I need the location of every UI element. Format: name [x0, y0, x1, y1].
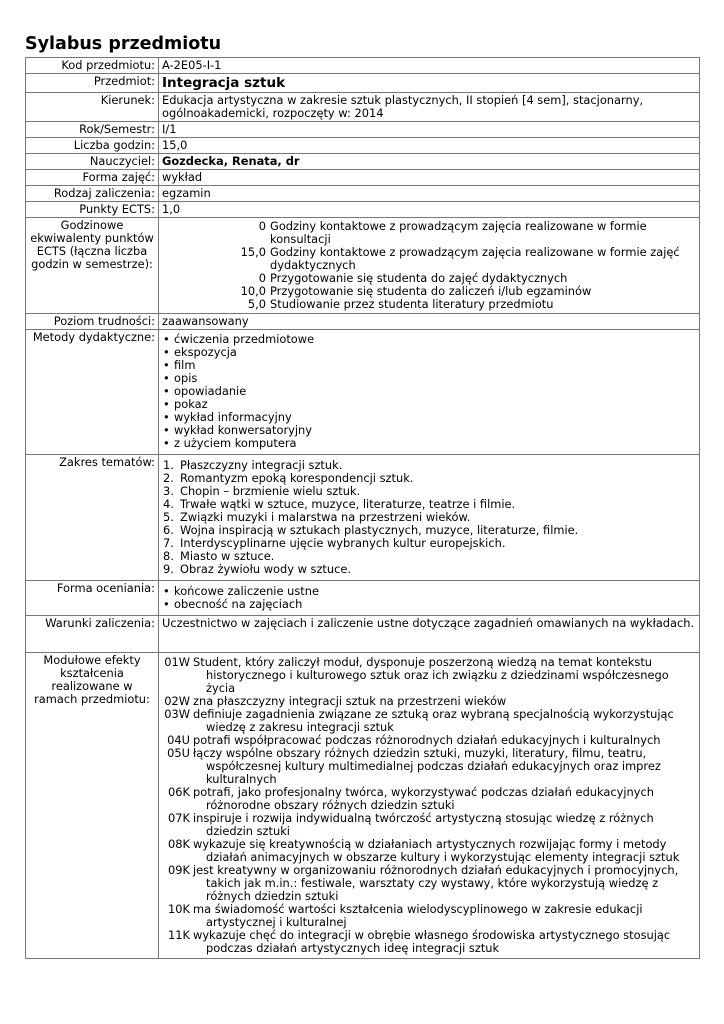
ects-hour-num: 0 — [258, 219, 266, 233]
effect-text: potrafi, jako profesjonalny twórca, wykorzystywać podczas działań edukacyjnych różnorodne obszary różnych dziedzin sztuki — [193, 785, 655, 812]
ects-hour-text: Studiowanie przez studenta literatury przedmiotu — [270, 297, 554, 311]
label-rodzaj: Rodzaj zaliczenia: — [26, 186, 159, 202]
item-number: 3. — [163, 484, 174, 498]
item-text: Miasto w sztuce. — [180, 549, 275, 563]
value-kierunek: Edukacja artystyczna w zakresie sztuk plastycznych, II stopień [4 sem], stacjonarny, ogólnoakademicki, rozpoczęty w: 2014 — [159, 93, 700, 122]
value-warunki: Uczestnictwo w zajęciach i zaliczenie ustne dotyczące zagadnień omawianych na wykładach. — [159, 616, 700, 653]
effect-code: 01W — [164, 655, 190, 669]
item-number: 8. — [163, 549, 174, 563]
effect-text: wykazuje się kreatywnością w działaniach artystycznych rozwijając formy i metody działań animacyjnych w obszarze kultury i wykorzystując elementy integracji sztuk — [193, 837, 680, 864]
effect-code: 11K — [168, 928, 190, 942]
effect-text: potrafi współpracować podczas różnorodnych działań edukacyjnych i kulturalnych — [193, 733, 661, 747]
ects-hour-num: 5,0 — [247, 297, 266, 311]
effect-item — [162, 929, 696, 955]
effect-item — [162, 903, 696, 929]
item-number: 5. — [163, 510, 174, 524]
effect-code: 05U — [167, 746, 190, 760]
metody-list — [162, 333, 696, 450]
value-kod: A-2E05-I-1 — [159, 58, 700, 74]
page-title: Sylabus przedmiotu — [25, 34, 222, 54]
item-text: Trwałe wątki w sztuce, muzyce, literaturze, teatrze i filmie. — [180, 497, 516, 511]
label-oceniania: Forma oceniania: — [26, 581, 159, 616]
item-text: Związki muzyki i malarstwa na przestrzeni wieków. — [180, 510, 471, 524]
list-item: • wykład konwersatoryjny — [162, 424, 696, 437]
oceniania-cell — [159, 581, 700, 616]
effect-text: wykazuje chęć do integracji w obrębie własnego środowiska artystycznego stosując podczas działań artystycznych ideę integracji sztuk — [193, 928, 671, 955]
label-warunki: Warunki zaliczenia: — [26, 616, 159, 653]
label-metody: Metody dydaktyczne: — [26, 330, 159, 455]
ects-hour-text: Przygotowanie się studenta do zaliczeń i/lub egzaminów — [270, 284, 592, 298]
item-text: Interdyscyplinarne ujęcie wybranych kultur europejskich. — [180, 536, 506, 550]
effect-code: 08K — [168, 837, 190, 851]
effect-code: 04U — [167, 733, 190, 747]
label-nauczyciel: Nauczyciel: — [26, 154, 159, 170]
row-metody — [26, 330, 700, 455]
value-rodzaj: egzamin — [159, 186, 700, 202]
item-number: 4. — [163, 497, 174, 511]
label-kod: Kod przedmiotu: — [26, 58, 159, 74]
effect-item — [162, 708, 696, 734]
ects-hour-text: Przygotowanie się studenta do zajęć dydaktycznych — [270, 271, 568, 285]
ects-hour-item — [162, 220, 696, 246]
item-number: 6. — [163, 523, 174, 537]
ects-hour-item — [162, 246, 696, 272]
metody-cell — [159, 330, 700, 455]
label-rok: Rok/Semestr: — [26, 122, 159, 138]
list-item: • z użyciem komputera — [162, 437, 696, 450]
label-godziny: Liczba godzin: — [26, 138, 159, 154]
label-ects-hours: Godzinowe ekwiwalenty punktów ECTS (łączna liczba godzin w semestrze): — [26, 218, 159, 314]
effect-text: inspiruje i rozwija indywidualną twórczość artystyczną stosując wiedzę z różnych dziedzin sztuki — [193, 811, 654, 838]
effect-item — [162, 656, 696, 695]
effect-item — [162, 812, 696, 838]
item-number: 1. — [163, 458, 174, 472]
ects-hour-item — [162, 298, 696, 311]
label-przedmiot: Przedmiot: — [26, 74, 159, 93]
list-item: • pokaz — [162, 398, 696, 411]
row-kierunek — [26, 93, 700, 122]
row-oceniania — [26, 581, 700, 616]
label-efekty: Modułowe efekty kształcenia realizowane w ramach przedmiotu: — [26, 653, 159, 959]
effect-code: 09K — [168, 863, 190, 877]
row-efekty — [26, 653, 700, 959]
row-rodzaj — [26, 186, 700, 202]
item-number: 9. — [163, 562, 174, 576]
row-poziom — [26, 314, 700, 330]
row-godziny — [26, 138, 700, 154]
effect-text: definiuje zagadnienia związane ze sztuką oraz wybraną specjalnością wykorzystując wiedzę z zakresu integracji sztuk — [193, 707, 674, 734]
row-rok — [26, 122, 700, 138]
zakres-cell — [159, 455, 700, 581]
list-item: • opowiadanie — [162, 385, 696, 398]
row-ects-hours — [26, 218, 700, 314]
label-poziom: Poziom trudności: — [26, 314, 159, 330]
ects-hour-text: Godziny kontaktowe z prowadzącym zajęcia realizowane w formie zajęć dydaktycznych — [270, 245, 680, 272]
efekty-cell — [159, 653, 700, 959]
effect-text: zna płaszczyzny integracji sztuk na przestrzeni wieków — [193, 694, 507, 708]
item-number: 7. — [163, 536, 174, 550]
effect-code: 07K — [168, 811, 190, 825]
ects-hour-num: 15,0 — [240, 245, 266, 259]
list-item — [162, 563, 696, 576]
list-item: • film — [162, 359, 696, 372]
effect-code: 02W — [164, 694, 190, 708]
label-zakres: Zakres tematów: — [26, 455, 159, 581]
label-ects: Punkty ECTS: — [26, 202, 159, 218]
row-kod — [26, 58, 700, 74]
effect-text: jest kreatywny w organizowaniu różnorodnych działań edukacyjnych i promocyjnych, takich jak m.in.: festiwale, warsztaty czy wystawy, które wykorzystują wiedzę z różnych dziedzin sztuki — [193, 863, 679, 903]
value-forma: wykład — [159, 170, 700, 186]
oceniania-list — [162, 585, 696, 611]
value-poziom: zaawansowany — [159, 314, 700, 330]
item-text: Płaszczyzny integracji sztuk. — [180, 458, 343, 472]
list-item: • końcowe zaliczenie ustne — [162, 585, 696, 598]
value-rok: I/1 — [159, 122, 700, 138]
ects-hour-text: Godziny kontaktowe z prowadzącym zajęcia realizowane w formie konsultacji — [270, 219, 647, 246]
item-text: Obraz żywiołu wody w sztuce. — [180, 562, 352, 576]
effect-text: Student, który zaliczył moduł, dysponuje poszerzoną wiedzą na temat kontekstu historycznego i kulturowego sztuk oraz ich związku z dziedzinami współczesnego życia — [193, 655, 669, 695]
row-forma — [26, 170, 700, 186]
effect-code: 06K — [168, 785, 190, 799]
list-item: • opis — [162, 372, 696, 385]
effect-text: łączy wspólne obszary różnych dziedzin sztuki, muzyki, literatury, filmu, teatru, współczesnej kultury multimedialnej podczas działań edukacyjnych oraz imprez kulturalnych — [193, 746, 661, 786]
effect-code: 03W — [164, 707, 190, 721]
effect-text: ma świadomość wartości kształcenia wielodyscyplinowego w zakresie edukacji artystycznej i kulturalnej — [193, 902, 643, 929]
ects-hour-num: 10,0 — [240, 284, 266, 298]
value-godziny: 15,0 — [159, 138, 700, 154]
item-text: Wojna inspiracją w sztukach plastycznych, muzyce, literaturze, filmie. — [180, 523, 579, 537]
effect-item — [162, 864, 696, 903]
list-item: • ćwiczenia przedmiotowe — [162, 333, 696, 346]
zakres-list — [162, 459, 696, 576]
effect-item — [162, 838, 696, 864]
item-text: Chopin – brzmienie wielu sztuk. — [180, 484, 361, 498]
syllabus-table — [25, 57, 700, 959]
list-item: • ekspozycja — [162, 346, 696, 359]
row-zakres — [26, 455, 700, 581]
label-forma: Forma zajęć: — [26, 170, 159, 186]
item-number: 2. — [163, 471, 174, 485]
effect-item — [162, 786, 696, 812]
label-kierunek: Kierunek: — [26, 93, 159, 122]
row-nauczyciel — [26, 154, 700, 170]
ects-hour-num: 0 — [258, 271, 266, 285]
ects-hours-list — [159, 218, 700, 314]
row-przedmiot — [26, 74, 700, 93]
value-przedmiot: Integracja sztuk — [159, 74, 700, 93]
list-item: • obecność na zajęciach — [162, 598, 696, 611]
item-text: Romantyzm epoką korespondencji sztuk. — [180, 471, 414, 485]
list-item: • wykład informacyjny — [162, 411, 696, 424]
value-ects: 1,0 — [159, 202, 700, 218]
value-nauczyciel: Gozdecka, Renata, dr — [159, 154, 700, 170]
effect-code: 10K — [168, 902, 190, 916]
effect-item — [162, 747, 696, 786]
row-warunki — [26, 616, 700, 653]
row-ects — [26, 202, 700, 218]
